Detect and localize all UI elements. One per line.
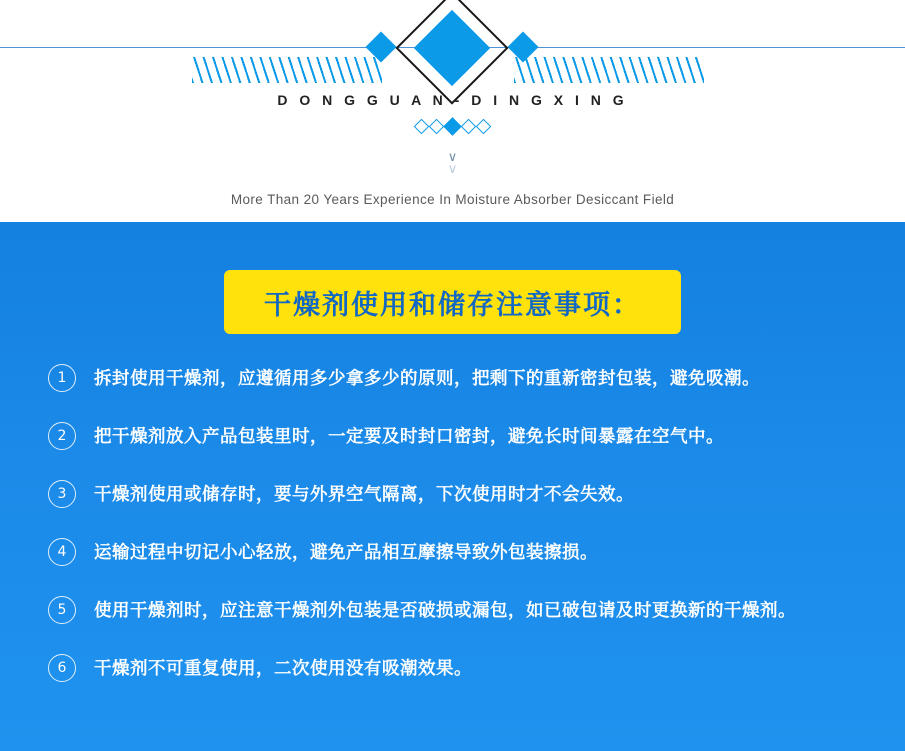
list-item — [48, 590, 868, 629]
list-item — [48, 416, 868, 455]
diamond-small-4-icon — [476, 119, 492, 135]
diamond-ornament-row — [0, 120, 905, 133]
brand-name: D O N G G U A N - D I N G X I N G — [277, 92, 628, 108]
list-item — [48, 648, 868, 687]
list-item-text: 运输过程中切记小心轻放，避免产品相互摩擦导致外包装擦损。 — [94, 543, 598, 563]
list-item-text: 干燥剂不可重复使用，二次使用没有吸潮效果。 — [94, 659, 472, 679]
list-item-text: 把干燥剂放入产品包装里时，一定要及时封口密封，避免长时间暴露在空气中。 — [94, 427, 724, 447]
content-panel — [0, 222, 905, 751]
list-item — [48, 474, 868, 513]
section-title-badge — [224, 270, 681, 334]
chevron-down-primary-icon: ∨ — [447, 149, 458, 164]
list-item-text: 使用干燥剂时，应注意干燥剂外包装是否破损或漏包，如已破包请及时更换新的干燥剂。 — [94, 601, 796, 621]
hatch-stripes-left-icon — [192, 57, 382, 83]
list-item-number: 2 — [48, 422, 76, 450]
notice-list — [48, 358, 868, 706]
diamond-small-1-icon — [414, 119, 430, 135]
diamond-small-2-icon — [429, 119, 445, 135]
list-item-number: 6 — [48, 654, 76, 682]
list-item-text: 拆封使用干燥剂，应遵循用多少拿多少的原则，把剩下的重新密封包装，避免吸潮。 — [94, 369, 760, 389]
header-banner — [0, 0, 905, 222]
list-item-number: 1 — [48, 364, 76, 392]
chevron-down-secondary-icon: ∨ — [447, 161, 458, 176]
list-item-text: 干燥剂使用或储存时，要与外界空气隔离，下次使用时才不会失效。 — [94, 485, 634, 505]
list-item — [48, 532, 868, 571]
diamond-filled-center-icon — [443, 117, 461, 135]
header-tagline: More Than 20 Years Experience In Moisture Absorber Desiccant Field — [230, 192, 675, 207]
diamond-small-3-icon — [461, 119, 477, 135]
list-item-number: 3 — [48, 480, 76, 508]
hatch-stripes-right-icon — [514, 57, 704, 83]
page-title: 干燥剂使用和储存注意事项： — [264, 289, 641, 321]
list-item-number: 5 — [48, 596, 76, 624]
list-item-number: 4 — [48, 538, 76, 566]
list-item — [48, 358, 868, 397]
